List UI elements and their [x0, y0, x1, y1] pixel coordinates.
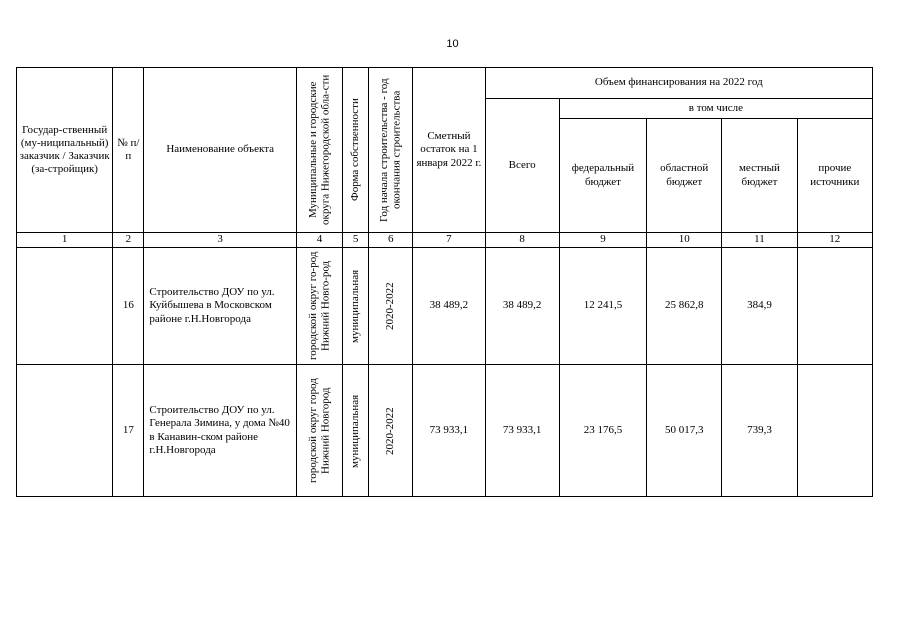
cell-number: 17	[113, 365, 144, 497]
header-total: Всего	[485, 99, 559, 233]
header-local: местный бюджет	[722, 119, 797, 233]
column-number: 7	[413, 233, 485, 248]
cell-ownership: муниципальная	[343, 248, 369, 365]
header-years: Год начала строительства - год окончания строительства	[369, 68, 413, 233]
page-number: 10	[446, 38, 459, 50]
cell-local: 384,9	[722, 248, 797, 365]
cell-customer	[17, 248, 113, 365]
cell-years: 2020-2022	[369, 365, 413, 497]
cell-years: 2020-2022	[369, 248, 413, 365]
cell-regional: 50 017,3	[647, 365, 722, 497]
header-object-name: Наименование объекта	[144, 68, 297, 233]
cell-ownership: муниципальная	[343, 365, 369, 497]
header-regional: областной бюджет	[647, 119, 722, 233]
cell-estimate: 38 489,2	[413, 248, 485, 365]
cell-number: 16	[113, 248, 144, 365]
header-customer: Государ-ственный (му-ниципальный) заказчик / Заказчик (за-стройщик)	[17, 68, 113, 233]
column-number: 11	[722, 233, 797, 248]
column-number: 4	[296, 233, 342, 248]
header-other: прочие источники	[797, 119, 872, 233]
table-row	[17, 365, 873, 497]
cell-other	[797, 365, 872, 497]
financing-table	[16, 67, 873, 497]
cell-object-name: Строительство ДОУ по ул. Генерала Зимина, у дома №40 в Канавин-ском районе г.Н.Новгорода	[144, 365, 297, 497]
column-number: 10	[647, 233, 722, 248]
cell-object-name: Строительство ДОУ по ул. Куйбышева в Московском районе г.Н.Новгорода	[144, 248, 297, 365]
header-number: № п/п	[113, 68, 144, 233]
header-estimate: Сметный остаток на 1 января 2022 г.	[413, 68, 485, 233]
cell-estimate: 73 933,1	[413, 365, 485, 497]
cell-customer	[17, 365, 113, 497]
column-number: 6	[369, 233, 413, 248]
cell-total: 38 489,2	[485, 248, 559, 365]
column-number: 12	[797, 233, 872, 248]
cell-other	[797, 248, 872, 365]
cell-municipality: городской округ го-род Нижний Новго-род	[296, 248, 342, 365]
cell-regional: 25 862,8	[647, 248, 722, 365]
cell-federal: 12 241,5	[559, 248, 646, 365]
column-number: 9	[559, 233, 646, 248]
header-municipality: Муниципальные и городские округа Нижегородской обла-сти	[296, 68, 342, 233]
column-number: 1	[17, 233, 113, 248]
header-including: в том числе	[559, 99, 872, 119]
column-number: 3	[144, 233, 297, 248]
column-number: 2	[113, 233, 144, 248]
header-federal: федеральный бюджет	[559, 119, 646, 233]
table-row	[17, 248, 873, 365]
cell-local: 739,3	[722, 365, 797, 497]
cell-municipality: городской округ город Нижний Новгород	[296, 365, 342, 497]
cell-federal: 23 176,5	[559, 365, 646, 497]
cell-total: 73 933,1	[485, 365, 559, 497]
column-number: 8	[485, 233, 559, 248]
header-funding: Объем финансирования на 2022 год	[485, 68, 872, 99]
column-number-row	[17, 233, 873, 248]
column-number: 5	[343, 233, 369, 248]
header-ownership: Форма собственности	[343, 68, 369, 233]
header-row-1	[17, 68, 873, 99]
